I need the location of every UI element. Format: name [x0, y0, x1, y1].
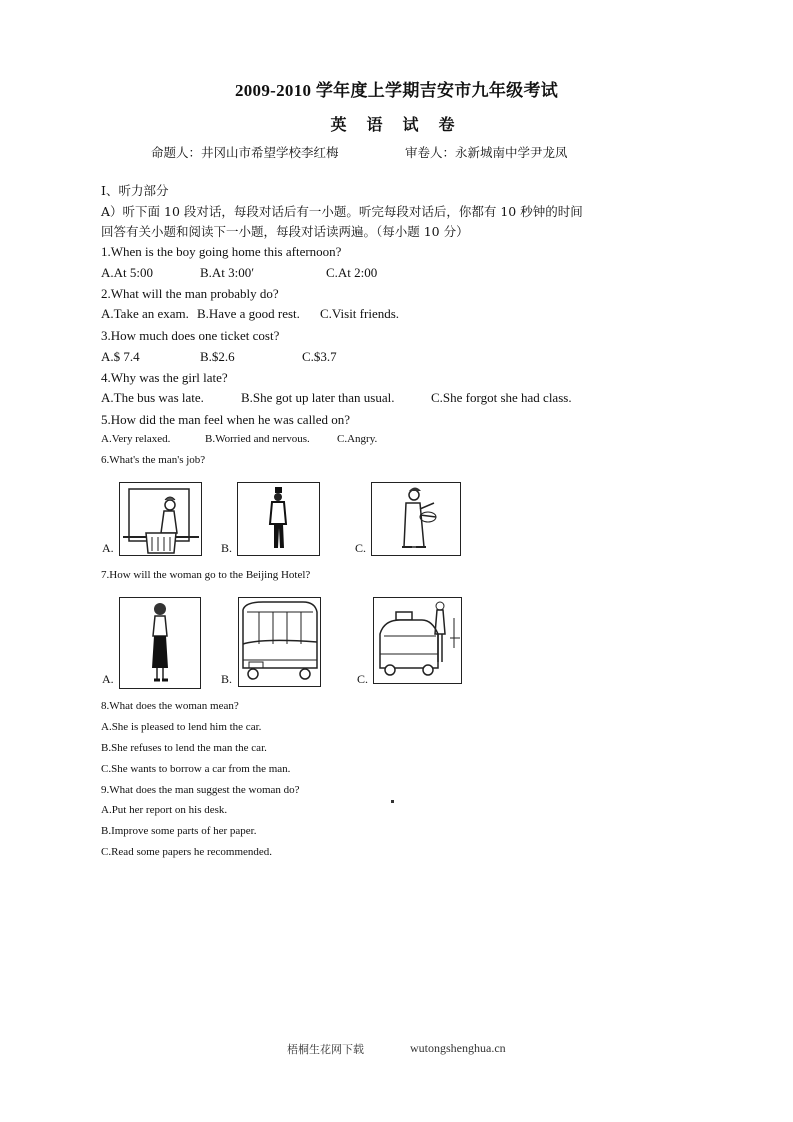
- question-3-option-a: A.$ 7.4: [101, 349, 140, 364]
- question-5-stem: 5.How did the man feel when he was called on?: [101, 412, 351, 427]
- question-7-picture-b: [238, 597, 321, 687]
- question-3-option-c: C.$3.7: [302, 349, 337, 364]
- question-6-picture-c: [371, 482, 461, 556]
- instructions-line-2: 回答有关小题和阅读下一小题，每段对话读两遍。（每小题 10 分）: [101, 224, 469, 239]
- question-1-option-c: C.At 2:00: [326, 265, 378, 280]
- taxi-icon: [374, 598, 461, 683]
- question-4-option-a: A.The bus was late.: [101, 390, 204, 405]
- question-6-option-c-label: C.: [355, 541, 367, 555]
- question-7-option-b-label: B.: [221, 672, 233, 686]
- question-5-option-c: C.Angry.: [337, 433, 378, 445]
- question-5-option-a: A.Very relaxed.: [101, 433, 171, 445]
- question-9-stem: 9.What does the man suggest the woman do?: [101, 784, 300, 796]
- exam-subtitle: 英 语 试 卷: [330, 117, 463, 134]
- question-9-option-a: A.Put her report on his desk.: [101, 804, 228, 816]
- footer-site-url[interactable]: wutongshenghua.cn: [410, 1041, 506, 1055]
- question-4-option-b: B.She got up later than usual.: [241, 390, 395, 405]
- question-2-option-a: A.Take an exam.: [101, 306, 189, 321]
- question-7-stem: 7.How will the woman go to the Beijing Hotel?: [101, 569, 311, 581]
- question-2-option-c: C.Visit friends.: [320, 306, 400, 321]
- question-8-option-b: B.She refuses to lend the man the car.: [101, 742, 267, 754]
- reviewer-info: [405, 143, 568, 161]
- question-8-option-a: A.She is pleased to lend him the car.: [101, 721, 262, 733]
- reviewer-label: 审卷人：: [405, 145, 456, 160]
- section-heading: I、听力部分: [101, 183, 169, 198]
- teacher-at-podium-icon: [120, 483, 201, 555]
- question-8-stem: 8.What does the woman mean?: [101, 700, 239, 712]
- bus-icon: [239, 598, 320, 686]
- woman-walking-icon: [120, 598, 200, 688]
- setter-info: [151, 143, 339, 161]
- question-8-option-c: C.She wants to borrow a car from the man.: [101, 763, 291, 775]
- scan-speck: [391, 800, 394, 803]
- exam-title: 2009-2010 学年度上学期吉安市九年级考试: [234, 81, 559, 100]
- waiter-carrying-dishes-icon: [372, 483, 460, 555]
- question-1-option-a: A.At 5:00: [101, 265, 153, 280]
- question-9-option-b: B.Improve some parts of her paper.: [101, 825, 257, 837]
- setter-name: 井冈山市希望学校李红梅: [201, 145, 339, 160]
- standing-man-icon: [238, 483, 319, 555]
- question-6-picture-a: [119, 482, 202, 556]
- question-6-picture-b: [237, 482, 320, 556]
- question-5-option-b: B.Worried and nervous.: [205, 433, 310, 445]
- question-6-stem: 6.What's the man's job?: [101, 454, 206, 466]
- question-4-stem: 4.Why was the girl late?: [101, 370, 228, 385]
- question-2-stem: 2.What will the man probably do?: [101, 286, 279, 301]
- question-1-option-b: B.At 3:00′: [200, 265, 255, 280]
- question-7-picture-c: [373, 597, 462, 684]
- question-6-option-b-label: B.: [221, 541, 233, 555]
- question-6-option-a-label: A.: [102, 541, 114, 555]
- footer-site-name: 梧桐生花网下载: [287, 1043, 364, 1056]
- question-7-option-a-label: A.: [102, 672, 114, 686]
- setter-label: 命题人：: [151, 145, 202, 160]
- question-9-option-c: C.Read some papers he recommended.: [101, 846, 273, 858]
- instructions-line-1: A）听下面 10 段对话，每段对话后有一小题。听完每段对话后，你都有 10 秒钟的时间: [101, 204, 583, 219]
- question-2-option-b: B.Have a good rest.: [197, 306, 300, 321]
- question-3-stem: 3.How much does one ticket cost?: [101, 328, 280, 343]
- question-7-option-c-label: C.: [357, 672, 369, 686]
- question-1-stem: 1.When is the boy going home this afternoon?: [101, 244, 342, 259]
- question-7-picture-a: [119, 597, 201, 689]
- question-3-option-b: B.$2.6: [200, 349, 235, 364]
- reviewer-name: 永新城南中学尹龙凤: [455, 145, 568, 160]
- question-4-option-c: C.She forgot she had class.: [431, 390, 572, 405]
